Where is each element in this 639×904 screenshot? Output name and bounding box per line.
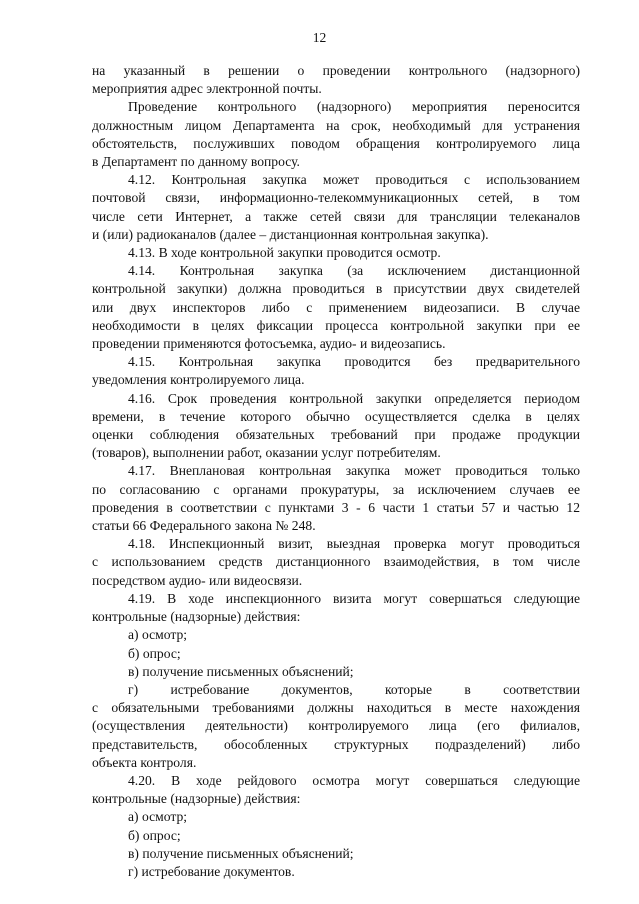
list-item: в) получение письменных объяснений;: [128, 663, 354, 679]
page-number: 12: [312, 30, 327, 45]
list-item: г) истребование документов, которые в соответствии: [128, 681, 580, 697]
list-item: а) осмотр;: [128, 627, 188, 643]
text-line: необходимости в целях фиксации процесса контрольной закупки при ее: [92, 317, 580, 333]
text-line: в Департамент по данному вопросу.: [92, 154, 300, 170]
text-line: обстоятельств, послуживших поводом обращения контролируемого лица: [92, 135, 580, 151]
text-line: 4.20. В ходе рейдового осмотра могут совершаться следующие: [128, 772, 580, 788]
text-line: контрольные (надзорные) действия:: [92, 791, 301, 807]
text-line: проведении применяются фотосъемка, аудио- и видеозапись.: [92, 336, 446, 352]
text-line: 4.14. Контрольная закупка (за исключением дистанционной: [128, 263, 580, 279]
text-line: почтовой связи, информационно-телекоммуникационных сетей, в том: [92, 190, 580, 206]
text-line: объекта контроля.: [92, 754, 197, 770]
text-line: с использованием средств дистанционного взаимодействия, в том числе: [92, 554, 580, 570]
text-line: контрольные (надзорные) действия:: [92, 609, 301, 625]
text-line: 4.18. Инспекционный визит, выездная проверка могут проводиться: [128, 536, 580, 552]
text-line: 4.16. Срок проведения контрольной закупки определяется периодом: [128, 390, 580, 406]
text-line: (осуществления деятельности) контролируемого лица (его филиалов,: [92, 718, 580, 734]
document-body: [92, 62, 580, 881]
text-line: 4.13. В ходе контрольной закупки проводится осмотр.: [128, 245, 441, 261]
list-item: а) осмотр;: [128, 809, 188, 825]
text-line: и (или) радиоканалов (далее – дистанционная контрольная закупка).: [92, 226, 489, 242]
text-line: числе сети Интернет, а также сетей связи для трансляции телеканалов: [92, 208, 580, 224]
text-line: на указанный в решении о проведении контрольного (надзорного): [92, 63, 580, 78]
text-line: или двух инспекторов либо с применением видеозаписи. В случае: [92, 299, 580, 315]
text-line: 4.17. Внеплановая контрольная закупка может проводиться только: [128, 463, 580, 479]
text-line: 4.12. Контрольная закупка может проводиться с использованием: [128, 172, 580, 188]
list-item: г) истребование документов.: [128, 863, 295, 879]
text-line: представительств, обособленных структурных подразделений) либо: [92, 736, 580, 752]
text-line: должностным лицом Департамента на срок, необходимый для устранения: [92, 117, 580, 133]
text-line: проведения в соответствии с пунктами 3 - 6 части 1 статьи 57 и частью 12: [92, 499, 580, 515]
text-line: времени, в течение которого обычно осуществляется сделка в целях: [92, 408, 580, 424]
text-line: 4.15. Контрольная закупка проводится без предварительного: [128, 354, 580, 370]
text-line: 4.19. В ходе инспекционного визита могут совершаться следующие: [128, 590, 580, 606]
text-line: оценки соблюдения обязательных требований при продаже продукции: [92, 427, 580, 443]
list-item: в) получение письменных объяснений;: [128, 845, 354, 861]
text-line: Проведение контрольного (надзорного) мероприятия переносится: [128, 99, 580, 115]
text-line: с обязательными требованиями должны находиться в месте нахождения: [92, 700, 580, 716]
text-line: статьи 66 Федерального закона № 248.: [92, 518, 316, 534]
text-line: (товаров), выполнении работ, оказании услуг потребителям.: [92, 445, 441, 461]
text-line: уведомления контролируемого лица.: [92, 372, 305, 388]
list-item: б) опрос;: [128, 645, 181, 661]
text-line: контрольной закупки) должна проводиться в присутствии двух свидетелей: [92, 281, 580, 297]
list-item: б) опрос;: [128, 827, 181, 843]
text-line: по согласованию с органами прокуратуры, за исключением случаев ее: [92, 481, 580, 497]
text-line: мероприятия адрес электронной почты.: [92, 81, 322, 97]
text-line: посредством аудио- или видеосвязи.: [92, 572, 303, 588]
